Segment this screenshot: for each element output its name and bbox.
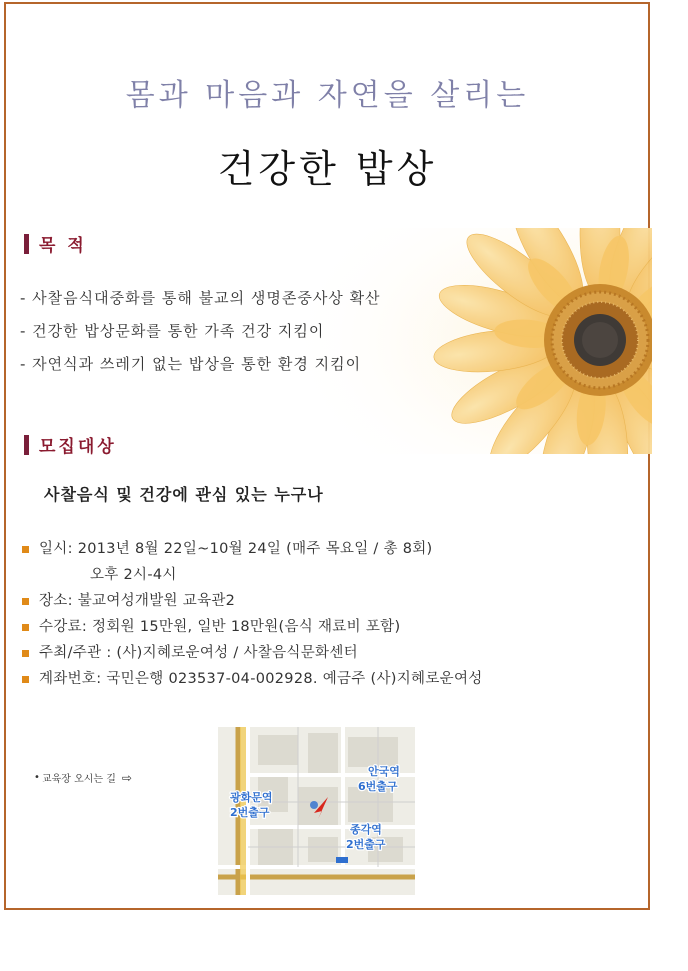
purpose-heading <box>24 231 87 256</box>
detail-schedule <box>22 536 483 562</box>
recruit-target: 사찰음식 및 건강에 관심 있는 누구나 <box>44 485 324 504</box>
recruit-heading <box>24 432 117 457</box>
map-label-anguk: 안국역 <box>368 765 400 778</box>
page-subtitle: 몸과 마음과 자연을 살리는 <box>125 78 530 113</box>
account-text: 계좌번호: 국민은행 023537-04-002928. 예금주 (사)지혜로운여성 <box>39 671 483 687</box>
purpose-list <box>20 287 381 386</box>
purpose-heading-label: 목 적 <box>39 236 87 256</box>
page-title: 건강한 밥상 <box>217 147 438 191</box>
recruit-heading-label: 모집대상 <box>39 437 117 457</box>
host-text: 주최/주관 : (사)지혜로운여성 / 사찰음식문화센터 <box>39 645 358 661</box>
bullet-square-icon <box>22 650 29 657</box>
bullet-square-icon <box>22 624 29 631</box>
heading-bar <box>24 435 29 455</box>
detail-host <box>22 640 483 666</box>
bullet-square-icon <box>22 546 29 553</box>
detail-time <box>22 562 483 588</box>
details-list <box>22 536 483 692</box>
map-label-gwanghwamun: 광화문역 <box>230 791 273 804</box>
place-text: 장소: 불교여성개발원 교육관2 <box>39 593 236 609</box>
directions-label <box>34 770 132 785</box>
map-label-jonggak-exit: 2번출구 <box>346 838 386 851</box>
heading-bar <box>24 234 29 254</box>
list-item: - 사찰음식대중화를 통해 불교의 생명존중사상 확산 <box>20 289 381 307</box>
detail-account <box>22 666 483 692</box>
bullet-dot-icon: • <box>34 772 40 783</box>
map-label-gwanghwamun-exit: 2번출구 <box>230 806 270 819</box>
schedule-text: 일시: 2013년 8월 22일~10월 24일 (매주 목요일 / 총 8회) <box>39 541 433 557</box>
fee-text: 수강료: 정회원 15만원, 일반 18만원(음식 재료비 포함) <box>39 619 401 635</box>
bullet-square-icon <box>22 676 29 683</box>
detail-place <box>22 588 483 614</box>
directions-text: 교육장 오시는 길 <box>41 774 116 785</box>
detail-fee <box>22 614 483 640</box>
list-item: - 자연식과 쓰레기 없는 밥상을 통한 환경 지킴이 <box>20 355 362 373</box>
map-label-jonggak: 종각역 <box>350 823 382 836</box>
map-label-anguk-exit: 6번출구 <box>358 780 398 793</box>
location-map[interactable] <box>218 727 415 895</box>
arrow-right-icon: ⇨ <box>121 770 132 785</box>
list-item: - 건강한 밥상문화를 통한 가족 건강 지킴이 <box>20 322 325 340</box>
bullet-square-icon <box>22 598 29 605</box>
time-text: 오후 2시-4시 <box>90 567 177 583</box>
